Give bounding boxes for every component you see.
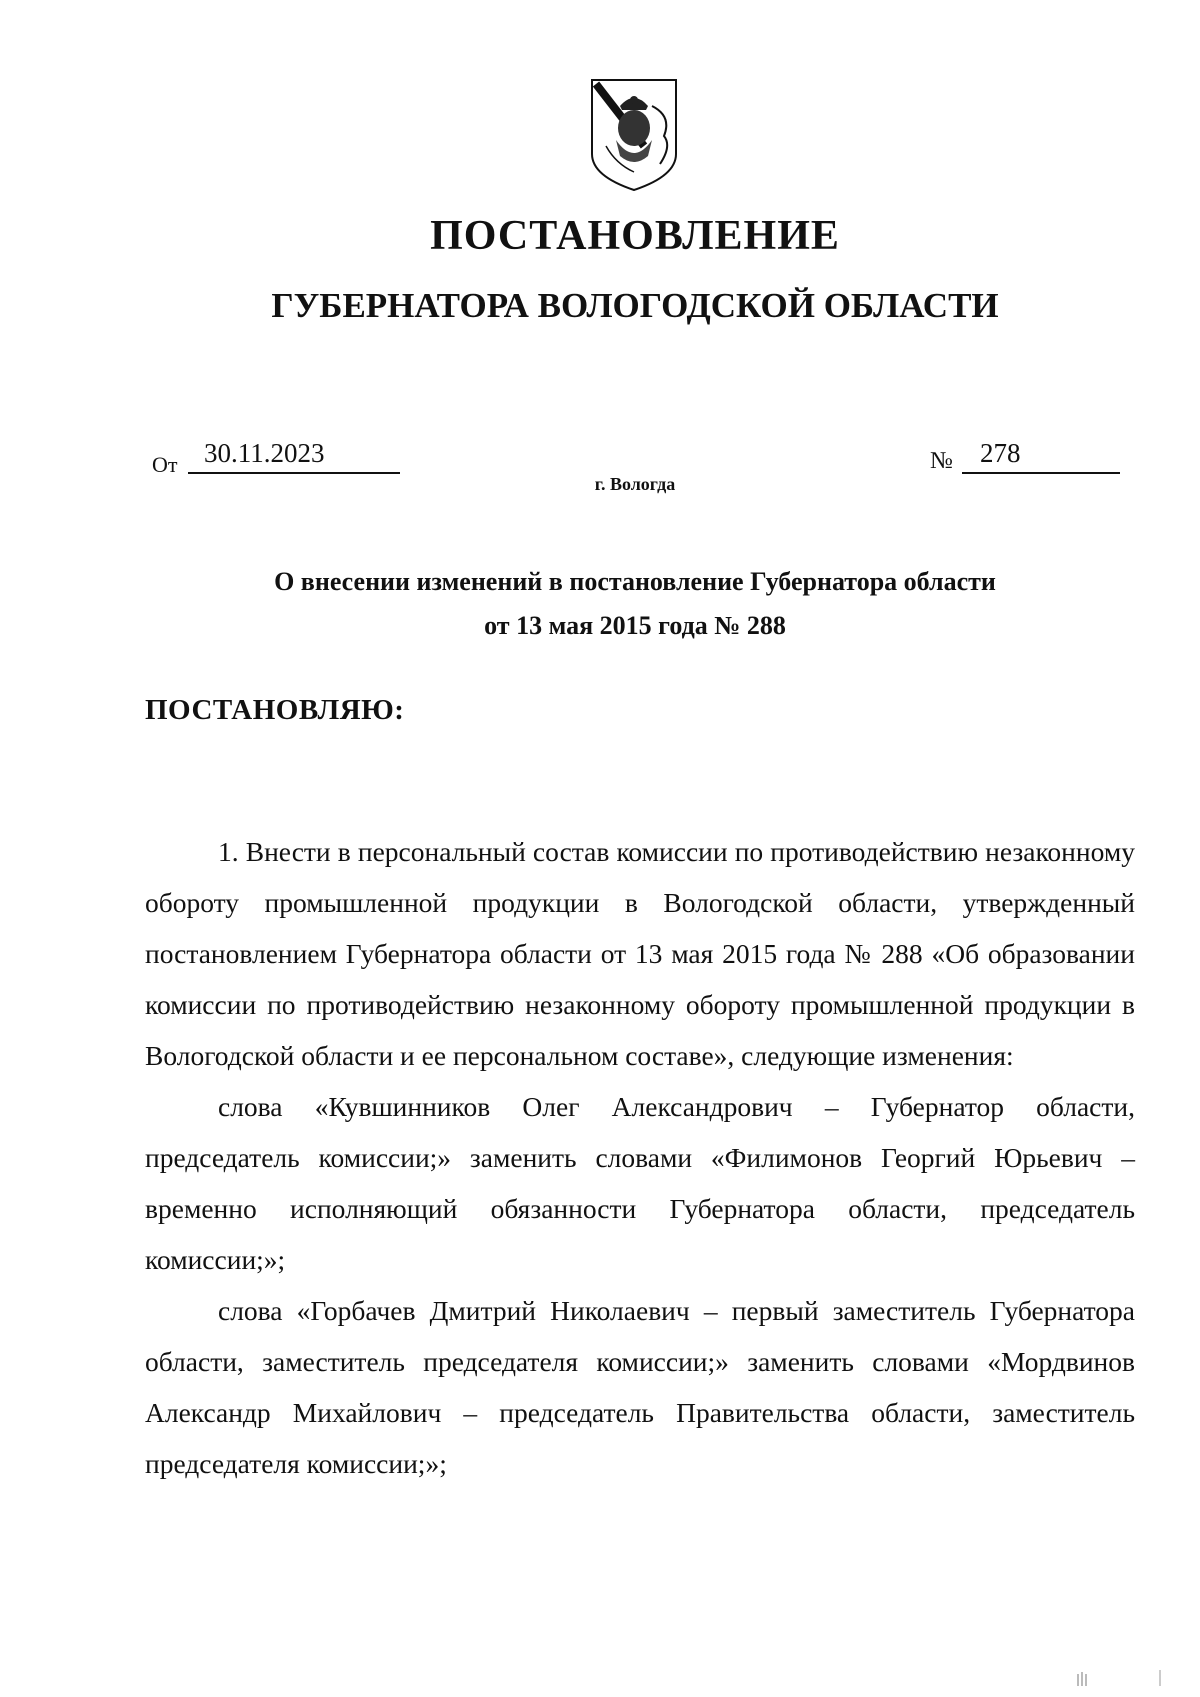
document-body	[145, 826, 1135, 1489]
document-date: 30.11.2023	[188, 438, 400, 474]
subject-line-2: от 13 мая 2015 года № 288	[484, 611, 786, 640]
document-subtitle: ГУБЕРНАТОРА ВОЛОГОДСКОЙ ОБЛАСТИ	[271, 286, 999, 325]
body-paragraph-2: слова «Кувшинников Олег Александрович – Губернатор области, председатель комиссии;» заменить словами «Филимонов Георгий Юрьевич – временно исполняющий обязанности Губернатора области, председатель комиссии;»;	[145, 1091, 1135, 1275]
document-city: г. Вологда	[594, 474, 676, 494]
subject-line-1: О внесении изменений в постановление Губернатора области	[274, 567, 996, 596]
document-subject	[0, 560, 1200, 648]
coat-of-arms-icon	[586, 76, 682, 194]
body-paragraph-3: слова «Горбачев Дмитрий Николаевич – первый заместитель Губернатора области, заместитель председателя комиссии;» заменить словами «Мордвинов Александр Михайлович – председатель Правительства области, заместитель председателя комиссии;»;	[145, 1295, 1135, 1479]
scan-artifact-icon	[1070, 1668, 1170, 1688]
date-label: От	[152, 452, 178, 477]
body-paragraph-1: 1. Внести в персональный состав комиссии по противодействию незаконному обороту промышленной продукции в Вологодской области, утвержденный постановлением Губернатора области от 13 мая 2015 года № 288 «Об образовании комиссии по противодействию незаконному обороту промышленной продукции в Вологодской области и ее персональном составе», следующие изменения:	[145, 836, 1135, 1071]
number-label: №	[930, 448, 953, 474]
decree-heading: ПОСТАНОВЛЯЮ:	[145, 694, 405, 726]
document-title: ПОСТАНОВЛЕНИЕ	[430, 213, 840, 259]
document-number: 278	[962, 438, 1120, 474]
